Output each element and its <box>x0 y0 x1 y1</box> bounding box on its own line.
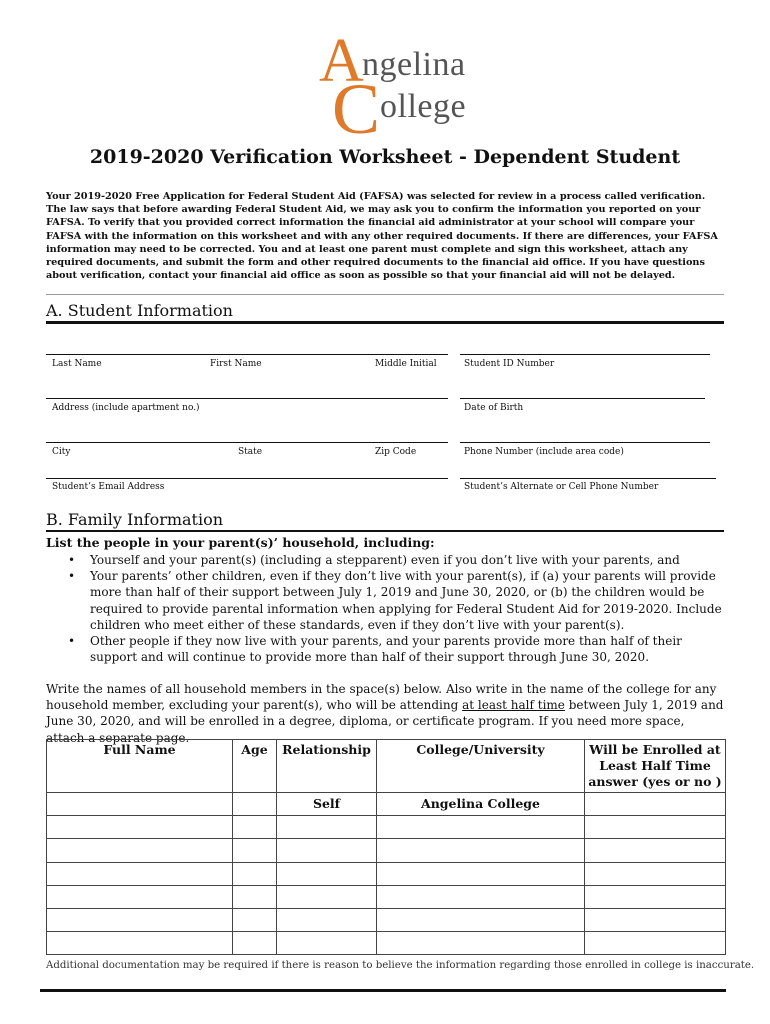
list-item: • Yourself and your parent(s) (including a stepparent) even if you don’t live with your parents, and <box>68 553 680 567</box>
cell-full-name[interactable] <box>47 793 233 816</box>
col-full-name: Full Name <box>47 740 233 793</box>
cell-relationship[interactable] <box>277 932 377 955</box>
cell-college[interactable] <box>377 932 585 955</box>
cell-age[interactable] <box>233 793 277 816</box>
cell-enrolled[interactable] <box>585 839 726 862</box>
household-subheading: List the people in your parent(s)’ household, including: <box>46 535 435 550</box>
logo-letter-c: C <box>332 69 381 149</box>
email-label: Student’s Email Address <box>52 482 165 492</box>
section-a-heading: A. Student Information <box>46 301 233 320</box>
last-name-label: Last Name <box>52 359 102 369</box>
cell-relationship[interactable] <box>277 908 377 931</box>
cell-college[interactable] <box>377 839 585 862</box>
cell-relationship[interactable] <box>277 816 377 839</box>
cell-relationship[interactable] <box>277 885 377 908</box>
cell-college[interactable] <box>377 908 585 931</box>
instructions-paragraph: Write the names of all household members in the space(s) below. Also write in the name of the college for any household member, excluding your parent(s), who will be attending at least half time between July 1, 2019 and June 30, 2020, and will be enrolled in a degree, diploma, or certificate program. If you need more space, attach a separate page. <box>46 682 724 745</box>
cell-college[interactable]: Angelina College <box>377 793 585 816</box>
alt-phone-label: Student’s Alternate or Cell Phone Number <box>464 482 659 492</box>
list-item: • Your parents’ other children, even if they don’t live with your parent(s), if (a) your parents will provide more than half of their support between July 1, 2019 and June 30, 2020, or (b) the children would be required to provide parental information when applying for Federal Student Aid for 2019-2020. Include children who meet either of these standards, even if they don’t live with your parent(s). <box>68 569 722 632</box>
email-line[interactable] <box>46 478 448 479</box>
first-name-label: First Name <box>210 359 262 369</box>
cell-enrolled[interactable] <box>585 793 726 816</box>
cell-age[interactable] <box>233 932 277 955</box>
cell-age[interactable] <box>233 839 277 862</box>
city-state-zip-line[interactable] <box>46 442 448 443</box>
cell-full-name[interactable] <box>47 816 233 839</box>
cell-college[interactable] <box>377 862 585 885</box>
student-id-label: Student ID Number <box>464 359 555 369</box>
cell-full-name[interactable] <box>47 885 233 908</box>
cell-age[interactable] <box>233 816 277 839</box>
cell-college[interactable] <box>377 885 585 908</box>
section-b-heading: B. Family Information <box>46 510 224 529</box>
table-row <box>47 816 726 839</box>
cell-enrolled[interactable] <box>585 908 726 931</box>
household-bullet-list <box>66 552 726 665</box>
cell-age[interactable] <box>233 862 277 885</box>
page-title: 2019-2020 Verification Worksheet - Dependent Student <box>89 146 681 168</box>
cell-enrolled[interactable] <box>585 816 726 839</box>
address-line[interactable] <box>46 398 448 399</box>
table-row <box>47 932 726 955</box>
col-age: Age <box>233 740 277 793</box>
table-row <box>47 839 726 862</box>
phone-line[interactable] <box>460 442 710 443</box>
table-row <box>47 885 726 908</box>
table-row <box>47 793 726 816</box>
cell-age[interactable] <box>233 908 277 931</box>
list-item: • Other people if they now live with your parents, and your parents provide more than half of their support and will continue to provide more than half of their support through June 30, 2020. <box>68 634 682 665</box>
phone-label: Phone Number (include area code) <box>464 447 624 457</box>
student-id-line[interactable] <box>460 354 710 355</box>
section-a-rule <box>46 321 724 324</box>
logo-text-college: ollege <box>380 88 467 125</box>
dob-line[interactable] <box>460 398 705 399</box>
middle-initial-label: Middle Initial <box>375 359 437 369</box>
cell-full-name[interactable] <box>47 839 233 862</box>
cell-age[interactable] <box>233 885 277 908</box>
zip-label: Zip Code <box>375 447 417 457</box>
cell-relationship[interactable]: Self <box>277 793 377 816</box>
college-logo <box>300 27 500 149</box>
intro-paragraph: Your 2019-2020 Free Application for Federal Student Aid (FAFSA) was selected for review in a process called verification. The law says that before awarding Federal Student Aid, we may ask you to confirm the information you reported on your FAFSA. To verify that you provided correct information the financial aid administrator at your school will compare your FAFSA with the information on this worksheet and with any other required documents. If there are differences, your FAFSA information may need to be corrected. You and at least one parent must complete and sign this worksheet, attach any required documents, and submit the form and other required documents to the financial aid office. If you have questions about verification, contact your financial aid office as soon as possible so that your financial aid will not be delayed. <box>46 191 718 282</box>
col-enrolled: Will be Enrolled at Least Half Time answer (yes or no ) <box>585 740 726 793</box>
bullet-icon: • <box>68 634 76 649</box>
cell-relationship[interactable] <box>277 862 377 885</box>
dob-label: Date of Birth <box>464 403 524 413</box>
col-relationship: Relationship <box>277 740 377 793</box>
footnote: Additional documentation may be required if there is reason to believe the information regarding those enrolled in college is inaccurate. <box>46 960 755 971</box>
bullet-icon: • <box>68 569 76 584</box>
cell-relationship[interactable] <box>277 839 377 862</box>
address-label: Address (include apartment no.) <box>52 403 200 413</box>
cell-enrolled[interactable] <box>585 885 726 908</box>
cell-college[interactable] <box>377 816 585 839</box>
name-line[interactable] <box>46 354 448 355</box>
half-time-emphasis: at least half time <box>462 698 565 713</box>
city-label: City <box>52 447 71 457</box>
alt-phone-line[interactable] <box>460 478 716 479</box>
table-row <box>47 908 726 931</box>
household-table <box>46 739 726 955</box>
cell-enrolled[interactable] <box>585 862 726 885</box>
cell-enrolled[interactable] <box>585 932 726 955</box>
logo-text-angelina: ngelina <box>362 46 466 83</box>
col-college: College/University <box>377 740 585 793</box>
cell-full-name[interactable] <box>47 932 233 955</box>
divider <box>46 294 724 295</box>
cell-full-name[interactable] <box>47 862 233 885</box>
table-header-row <box>47 740 726 793</box>
state-label: State <box>238 447 263 457</box>
bullet-icon: • <box>68 553 76 567</box>
table-row <box>47 862 726 885</box>
bottom-rule <box>40 989 726 992</box>
section-b-rule <box>46 530 724 532</box>
cell-full-name[interactable] <box>47 908 233 931</box>
logo-letter-a: A <box>319 27 364 95</box>
